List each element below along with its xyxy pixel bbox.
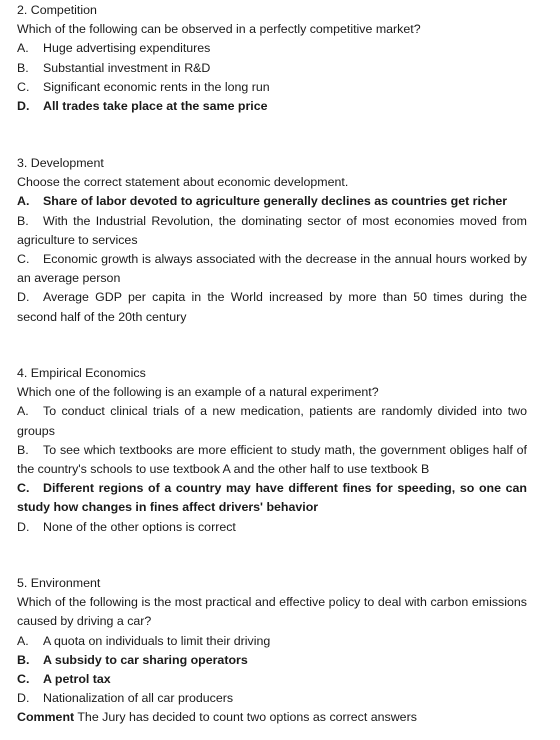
option-letter: D. — [17, 290, 30, 305]
question-prompt: Which of the following can be observed in a perfectly competitive market? — [17, 22, 421, 37]
option-letter: A. — [17, 194, 30, 209]
question-5 — [17, 574, 527, 728]
option-text: With the Industrial Revolution, the dominating sector of most economies moved from agriculture to services — [17, 213, 527, 247]
option-d — [17, 689, 527, 708]
option-d — [17, 518, 527, 537]
question-3 — [17, 154, 527, 327]
option-d-correct — [17, 97, 527, 116]
option-text: None of the other options is correct — [43, 519, 236, 534]
option-letter: A. — [17, 404, 29, 419]
option-text: To conduct clinical trials of a new medication, patients are randomly divided into two groups — [17, 404, 527, 438]
option-letter: C. — [17, 252, 30, 267]
option-d — [17, 288, 527, 326]
option-a — [17, 39, 527, 58]
option-c — [17, 78, 527, 97]
comment — [17, 708, 527, 727]
option-letter: C. — [17, 79, 30, 94]
option-text: Significant economic rents in the long run — [43, 79, 270, 94]
option-b — [17, 212, 527, 250]
question-prompt: Which one of the following is an example of a natural experiment? — [17, 385, 379, 400]
option-letter: A. — [17, 41, 29, 56]
question-heading: 2. Competition — [17, 3, 97, 17]
option-letter: B. — [17, 213, 29, 228]
question-heading: 4. Empirical Economics — [17, 366, 146, 380]
question-2 — [17, 1, 527, 116]
option-text: To see which textbooks are more efficient to study math, the government obliges half of the country's schools to use textbook A and the other half to use textbook B — [17, 442, 527, 477]
option-text: Substantial investment in R&D — [43, 60, 211, 75]
option-b — [17, 441, 527, 479]
option-text: Nationalization of all car producers — [43, 691, 234, 706]
question-prompt: Which of the following is the most practical and effective policy to deal with carbon emissions caused by driving a car? — [17, 595, 527, 629]
question-prompt: Choose the correct statement about economic development. — [17, 175, 349, 190]
option-text: All trades take place at the same price — [43, 99, 268, 114]
option-b-correct — [17, 651, 527, 670]
option-text: A quota on individuals to limit their driving — [43, 633, 271, 648]
option-c — [17, 250, 527, 288]
option-letter: A. — [17, 633, 29, 648]
option-letter: C. — [17, 672, 30, 687]
option-letter: B. — [17, 652, 30, 667]
option-b — [17, 59, 527, 78]
question-4 — [17, 364, 527, 537]
option-text: Huge advertising expenditures — [43, 41, 211, 56]
option-text: A petrol tax — [43, 672, 111, 687]
comment-label: Comment — [17, 710, 75, 725]
option-text: A subsidy to car sharing operators — [43, 652, 248, 667]
option-letter: B. — [17, 442, 29, 457]
option-letter: D. — [17, 519, 30, 534]
option-letter: B. — [17, 60, 29, 75]
option-a — [17, 402, 527, 440]
option-a — [17, 632, 527, 651]
option-text: Share of labor devoted to agriculture generally declines as countries get richer — [43, 194, 508, 209]
option-letter: D. — [17, 691, 30, 706]
question-heading: 3. Development — [17, 156, 104, 170]
option-text: Average GDP per capita in the World increased by more than 50 times during the second half of the 20th century — [17, 290, 527, 324]
comment-text: The Jury has decided to count two options as correct answers — [77, 710, 417, 725]
option-c-correct — [17, 479, 527, 517]
option-letter: D. — [17, 99, 30, 114]
option-letter: C. — [17, 481, 30, 496]
option-a-correct — [17, 192, 527, 211]
option-c-correct — [17, 670, 527, 689]
option-text: Different regions of a country may have different fines for speeding, so one can study how changes in fines affect drivers' behavior — [17, 481, 527, 515]
option-text: Economic growth is always associated with the decrease in the annual hours worked by an average person — [17, 252, 527, 286]
question-heading: 5. Environment — [17, 576, 101, 590]
